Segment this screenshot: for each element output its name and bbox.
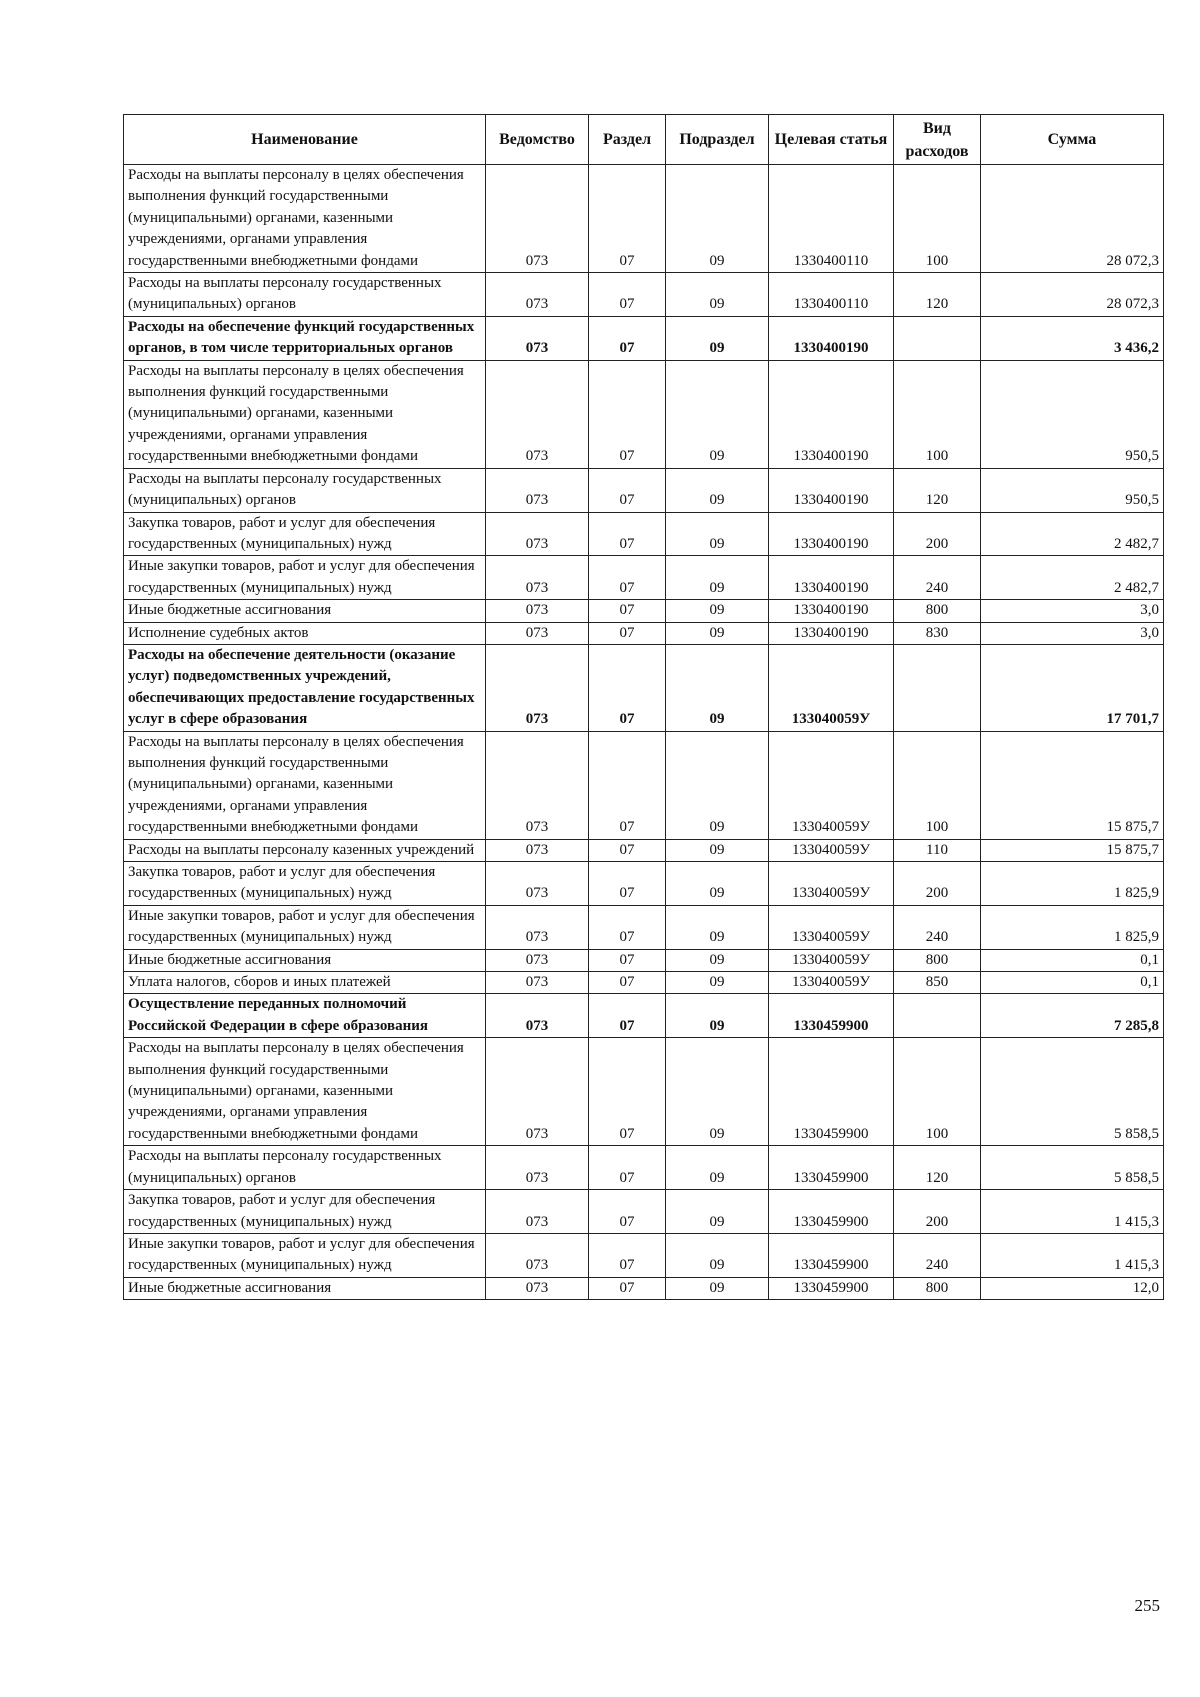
cell-amount: 1 825,9 — [981, 862, 1164, 906]
cell-target: 133040059У — [769, 644, 894, 731]
cell-section: 07 — [589, 1190, 666, 1234]
cell-section: 07 — [589, 600, 666, 622]
cell-section: 07 — [589, 556, 666, 600]
cell-dept: 073 — [486, 273, 589, 317]
cell-type: 800 — [894, 949, 981, 971]
cell-subsection: 09 — [666, 316, 769, 360]
cell-dept: 073 — [486, 644, 589, 731]
cell-type: 120 — [894, 468, 981, 512]
cell-dept: 073 — [486, 468, 589, 512]
cell-name: Иные бюджетные ассигнования — [124, 600, 486, 622]
cell-subsection: 09 — [666, 972, 769, 994]
cell-subsection: 09 — [666, 273, 769, 317]
cell-dept: 073 — [486, 316, 589, 360]
cell-dept: 073 — [486, 556, 589, 600]
cell-section: 07 — [589, 731, 666, 839]
cell-name: Расходы на выплаты персоналу в целях обеспечения выполнения функций государственными (муниципальными) органами, казенными учреждениями, органами управления государственными внебюджетными фондами — [124, 360, 486, 468]
cell-name: Иные закупки товаров, работ и услуг для обеспечения государственных (муниципальных) нужд — [124, 905, 486, 949]
cell-dept: 073 — [486, 1190, 589, 1234]
cell-target: 133040059У — [769, 905, 894, 949]
cell-type — [894, 644, 981, 731]
cell-section: 07 — [589, 165, 666, 273]
cell-subsection: 09 — [666, 1277, 769, 1299]
cell-subsection: 09 — [666, 731, 769, 839]
cell-target: 1330400190 — [769, 512, 894, 556]
cell-section: 07 — [589, 644, 666, 731]
cell-subsection: 09 — [666, 468, 769, 512]
cell-dept: 073 — [486, 1277, 589, 1299]
table-row — [124, 316, 1164, 360]
cell-name: Уплата налогов, сборов и иных платежей — [124, 972, 486, 994]
table-row — [124, 556, 1164, 600]
cell-target: 133040059У — [769, 731, 894, 839]
page-number: 255 — [1134, 1596, 1160, 1615]
cell-subsection: 09 — [666, 905, 769, 949]
table-row — [124, 862, 1164, 906]
cell-dept: 073 — [486, 600, 589, 622]
cell-section: 07 — [589, 949, 666, 971]
cell-type — [894, 994, 981, 1038]
cell-type: 800 — [894, 1277, 981, 1299]
cell-section: 07 — [589, 622, 666, 644]
cell-type: 100 — [894, 1038, 981, 1146]
cell-target: 133040059У — [769, 949, 894, 971]
cell-amount: 12,0 — [981, 1277, 1164, 1299]
cell-section: 07 — [589, 316, 666, 360]
cell-name: Расходы на обеспечение функций государственных органов, в том числе территориальных органов — [124, 316, 486, 360]
cell-target: 1330459900 — [769, 1038, 894, 1146]
cell-section: 07 — [589, 839, 666, 861]
cell-type: 100 — [894, 360, 981, 468]
cell-amount: 1 825,9 — [981, 905, 1164, 949]
cell-target: 1330459900 — [769, 1146, 894, 1190]
cell-section: 07 — [589, 994, 666, 1038]
cell-type: 240 — [894, 556, 981, 600]
cell-amount: 2 482,7 — [981, 556, 1164, 600]
cell-section: 07 — [589, 1038, 666, 1146]
cell-target: 1330459900 — [769, 1277, 894, 1299]
cell-subsection: 09 — [666, 644, 769, 731]
cell-section: 07 — [589, 512, 666, 556]
cell-type: 100 — [894, 731, 981, 839]
cell-section: 07 — [589, 360, 666, 468]
cell-target: 133040059У — [769, 839, 894, 861]
table-row — [124, 644, 1164, 731]
cell-subsection: 09 — [666, 360, 769, 468]
cell-name: Иные закупки товаров, работ и услуг для обеспечения государственных (муниципальных) нужд — [124, 556, 486, 600]
cell-amount: 15 875,7 — [981, 731, 1164, 839]
cell-dept: 073 — [486, 1233, 589, 1277]
cell-target: 133040059У — [769, 862, 894, 906]
table-row — [124, 165, 1164, 273]
header-dept: Ведомство — [486, 115, 589, 165]
table-row — [124, 949, 1164, 971]
cell-subsection: 09 — [666, 949, 769, 971]
cell-name: Расходы на обеспечение деятельности (оказание услуг) подведомственных учреждений, обеспечивающих предоставление государственных услуг в сфере образования — [124, 644, 486, 731]
cell-type: 100 — [894, 165, 981, 273]
cell-amount: 7 285,8 — [981, 994, 1164, 1038]
header-amount: Сумма — [981, 115, 1164, 165]
cell-dept: 073 — [486, 512, 589, 556]
cell-amount: 950,5 — [981, 360, 1164, 468]
table-row — [124, 839, 1164, 861]
cell-section: 07 — [589, 1146, 666, 1190]
header-name: Наименование — [124, 115, 486, 165]
cell-name: Расходы на выплаты персоналу в целях обеспечения выполнения функций государственными (муниципальными) органами, казенными учреждениями, органами управления государственными внебюджетными фондами — [124, 165, 486, 273]
cell-dept: 073 — [486, 360, 589, 468]
cell-type — [894, 316, 981, 360]
header-row — [124, 115, 1164, 165]
table-body — [124, 165, 1164, 1300]
cell-target: 1330400110 — [769, 165, 894, 273]
budget-table — [123, 114, 1164, 1300]
table-row — [124, 994, 1164, 1038]
cell-section: 07 — [589, 905, 666, 949]
cell-target: 1330459900 — [769, 1190, 894, 1234]
cell-amount: 1 415,3 — [981, 1233, 1164, 1277]
cell-name: Осуществление переданных полномочий Российской Федерации в сфере образования — [124, 994, 486, 1038]
cell-amount: 28 072,3 — [981, 273, 1164, 317]
cell-amount: 5 858,5 — [981, 1146, 1164, 1190]
cell-amount: 1 415,3 — [981, 1190, 1164, 1234]
header-target: Целевая статья — [769, 115, 894, 165]
header-type: Вид расходов — [894, 115, 981, 165]
cell-target: 1330400190 — [769, 622, 894, 644]
cell-amount: 2 482,7 — [981, 512, 1164, 556]
table-row — [124, 1038, 1164, 1146]
cell-type: 240 — [894, 1233, 981, 1277]
cell-type: 120 — [894, 273, 981, 317]
cell-dept: 073 — [486, 972, 589, 994]
cell-subsection: 09 — [666, 1038, 769, 1146]
cell-subsection: 09 — [666, 1146, 769, 1190]
cell-dept: 073 — [486, 839, 589, 861]
cell-target: 1330400190 — [769, 600, 894, 622]
table-row — [124, 1190, 1164, 1234]
cell-dept: 073 — [486, 1038, 589, 1146]
cell-type: 110 — [894, 839, 981, 861]
cell-target: 133040059У — [769, 972, 894, 994]
cell-type: 800 — [894, 600, 981, 622]
cell-subsection: 09 — [666, 994, 769, 1038]
cell-type: 830 — [894, 622, 981, 644]
cell-amount: 5 858,5 — [981, 1038, 1164, 1146]
cell-target: 1330459900 — [769, 994, 894, 1038]
cell-section: 07 — [589, 1277, 666, 1299]
table-row — [124, 468, 1164, 512]
table-header — [124, 115, 1164, 165]
cell-subsection: 09 — [666, 1190, 769, 1234]
cell-subsection: 09 — [666, 556, 769, 600]
table-row — [124, 1146, 1164, 1190]
cell-name: Расходы на выплаты персоналу в целях обеспечения выполнения функций государственными (муниципальными) органами, казенными учреждениями, органами управления государственными внебюджетными фондами — [124, 1038, 486, 1146]
cell-amount: 3,0 — [981, 622, 1164, 644]
cell-type: 200 — [894, 862, 981, 906]
table-row — [124, 600, 1164, 622]
cell-amount: 0,1 — [981, 949, 1164, 971]
cell-target: 1330400190 — [769, 468, 894, 512]
cell-amount: 950,5 — [981, 468, 1164, 512]
cell-name: Закупка товаров, работ и услуг для обеспечения государственных (муниципальных) нужд — [124, 1190, 486, 1234]
table-row — [124, 360, 1164, 468]
cell-type: 120 — [894, 1146, 981, 1190]
cell-dept: 073 — [486, 731, 589, 839]
cell-target: 1330400190 — [769, 316, 894, 360]
table-row — [124, 622, 1164, 644]
cell-section: 07 — [589, 273, 666, 317]
cell-subsection: 09 — [666, 512, 769, 556]
cell-name: Иные закупки товаров, работ и услуг для обеспечения государственных (муниципальных) нужд — [124, 1233, 486, 1277]
cell-target: 1330459900 — [769, 1233, 894, 1277]
cell-name: Расходы на выплаты персоналу в целях обеспечения выполнения функций государственными (муниципальными) органами, казенными учреждениями, органами управления государственными внебюджетными фондами — [124, 731, 486, 839]
table-row — [124, 1277, 1164, 1299]
table-row — [124, 1233, 1164, 1277]
cell-type: 850 — [894, 972, 981, 994]
cell-amount: 15 875,7 — [981, 839, 1164, 861]
cell-subsection: 09 — [666, 839, 769, 861]
cell-subsection: 09 — [666, 165, 769, 273]
cell-section: 07 — [589, 1233, 666, 1277]
table-row — [124, 512, 1164, 556]
cell-type: 200 — [894, 1190, 981, 1234]
table-row — [124, 273, 1164, 317]
cell-subsection: 09 — [666, 1233, 769, 1277]
cell-section: 07 — [589, 972, 666, 994]
cell-name: Расходы на выплаты персоналу государственных (муниципальных) органов — [124, 273, 486, 317]
cell-amount: 17 701,7 — [981, 644, 1164, 731]
cell-type: 240 — [894, 905, 981, 949]
cell-dept: 073 — [486, 862, 589, 906]
cell-target: 1330400190 — [769, 360, 894, 468]
cell-amount: 28 072,3 — [981, 165, 1164, 273]
cell-name: Расходы на выплаты персоналу государственных (муниципальных) органов — [124, 468, 486, 512]
cell-name: Расходы на выплаты персоналу казенных учреждений — [124, 839, 486, 861]
cell-target: 1330400110 — [769, 273, 894, 317]
table-row — [124, 905, 1164, 949]
cell-dept: 073 — [486, 165, 589, 273]
cell-amount: 3,0 — [981, 600, 1164, 622]
cell-name: Иные бюджетные ассигнования — [124, 949, 486, 971]
table-row — [124, 731, 1164, 839]
cell-dept: 073 — [486, 905, 589, 949]
cell-name: Закупка товаров, работ и услуг для обеспечения государственных (муниципальных) нужд — [124, 862, 486, 906]
cell-name: Исполнение судебных актов — [124, 622, 486, 644]
cell-subsection: 09 — [666, 600, 769, 622]
cell-dept: 073 — [486, 949, 589, 971]
cell-type: 200 — [894, 512, 981, 556]
cell-target: 1330400190 — [769, 556, 894, 600]
cell-subsection: 09 — [666, 622, 769, 644]
cell-dept: 073 — [486, 1146, 589, 1190]
cell-name: Расходы на выплаты персоналу государственных (муниципальных) органов — [124, 1146, 486, 1190]
cell-section: 07 — [589, 468, 666, 512]
cell-dept: 073 — [486, 622, 589, 644]
header-subsection: Подраздел — [666, 115, 769, 165]
cell-amount: 3 436,2 — [981, 316, 1164, 360]
cell-amount: 0,1 — [981, 972, 1164, 994]
cell-name: Иные бюджетные ассигнования — [124, 1277, 486, 1299]
cell-dept: 073 — [486, 994, 589, 1038]
table-row — [124, 972, 1164, 994]
header-section: Раздел — [589, 115, 666, 165]
cell-name: Закупка товаров, работ и услуг для обеспечения государственных (муниципальных) нужд — [124, 512, 486, 556]
cell-subsection: 09 — [666, 862, 769, 906]
cell-section: 07 — [589, 862, 666, 906]
